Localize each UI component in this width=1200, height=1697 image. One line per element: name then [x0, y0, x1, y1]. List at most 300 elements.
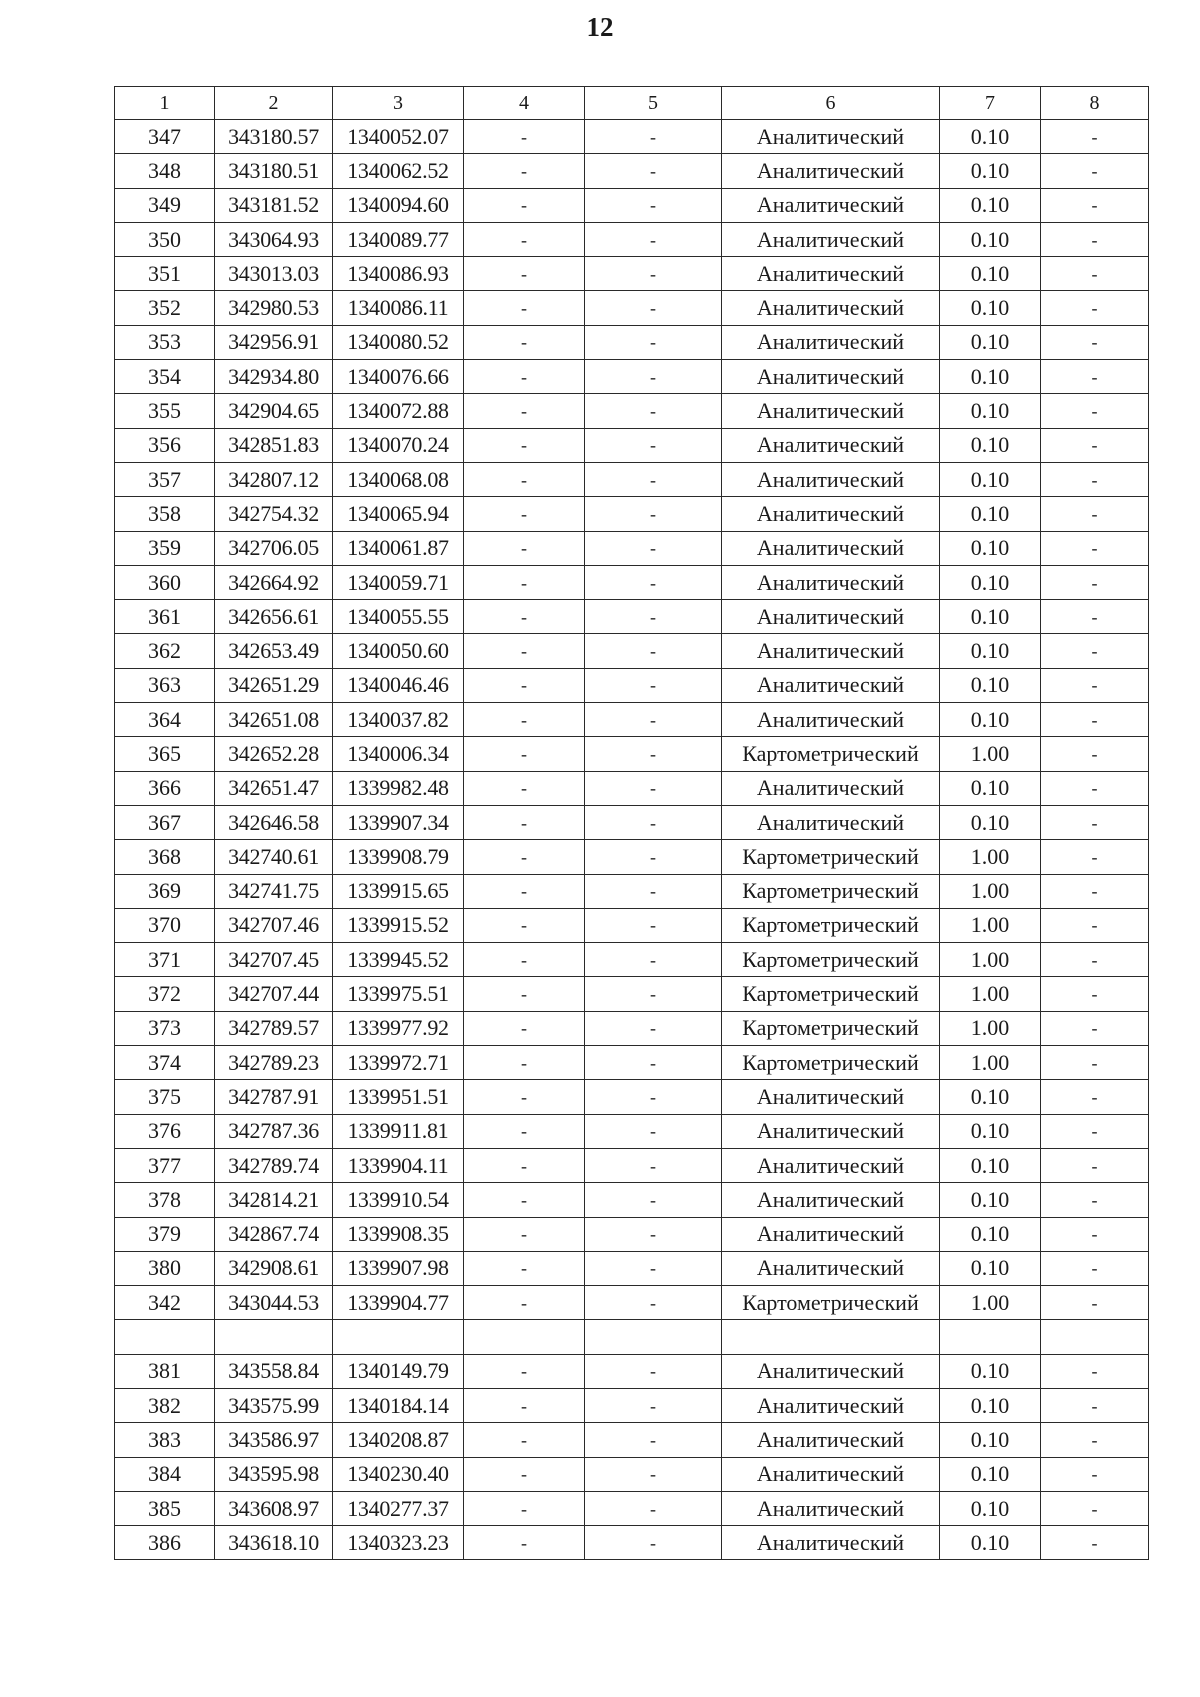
table-row	[115, 1354, 1149, 1388]
col5-cell: -	[585, 257, 722, 291]
y-coordinate-cell: 1339910.54	[333, 1183, 464, 1217]
method-cell: Аналитический	[722, 668, 940, 702]
col4-cell: -	[464, 1354, 585, 1388]
table-row	[115, 1114, 1149, 1148]
table-row	[115, 1491, 1149, 1525]
col5-cell: -	[585, 360, 722, 394]
col5-cell	[585, 1320, 722, 1354]
point-number-cell: 353	[115, 325, 215, 359]
x-coordinate-cell: 343181.52	[215, 188, 333, 222]
x-coordinate-cell: 342807.12	[215, 462, 333, 496]
accuracy-cell: 1.00	[940, 1011, 1041, 1045]
point-number-cell: 342	[115, 1286, 215, 1320]
col4-cell: -	[464, 1457, 585, 1491]
y-coordinate-cell: 1339915.52	[333, 908, 464, 942]
accuracy-cell: 0.10	[940, 497, 1041, 531]
col5-cell: -	[585, 565, 722, 599]
method-cell: Аналитический	[722, 771, 940, 805]
table-row	[115, 1148, 1149, 1182]
x-coordinate-cell	[215, 1320, 333, 1354]
x-coordinate-cell: 342867.74	[215, 1217, 333, 1251]
point-number-cell: 359	[115, 531, 215, 565]
col5-cell: -	[585, 1491, 722, 1525]
accuracy-cell: 0.10	[940, 1354, 1041, 1388]
point-number-cell: 367	[115, 805, 215, 839]
x-coordinate-cell: 342707.45	[215, 943, 333, 977]
table-row	[115, 1526, 1149, 1560]
x-coordinate-cell: 342741.75	[215, 874, 333, 908]
table-row	[115, 737, 1149, 771]
table-header-row	[115, 87, 1149, 120]
method-cell: Аналитический	[722, 120, 940, 154]
point-number-cell: 356	[115, 428, 215, 462]
col8-cell: -	[1041, 1011, 1149, 1045]
table-row	[115, 771, 1149, 805]
accuracy-cell: 0.10	[940, 360, 1041, 394]
col4-cell: -	[464, 1011, 585, 1045]
point-number-cell: 386	[115, 1526, 215, 1560]
col5-cell: -	[585, 703, 722, 737]
method-cell: Картометрический	[722, 1046, 940, 1080]
col5-cell: -	[585, 908, 722, 942]
column-header: 4	[464, 87, 585, 120]
col5-cell: -	[585, 600, 722, 634]
table-row	[115, 428, 1149, 462]
x-coordinate-cell: 342651.29	[215, 668, 333, 702]
col8-cell: -	[1041, 840, 1149, 874]
y-coordinate-cell: 1339904.11	[333, 1148, 464, 1182]
method-cell: Аналитический	[722, 1388, 940, 1422]
accuracy-cell: 0.10	[940, 1388, 1041, 1422]
accuracy-cell: 1.00	[940, 874, 1041, 908]
x-coordinate-cell: 342980.53	[215, 291, 333, 325]
col4-cell: -	[464, 222, 585, 256]
col8-cell: -	[1041, 1183, 1149, 1217]
y-coordinate-cell: 1340061.87	[333, 531, 464, 565]
col8-cell: -	[1041, 188, 1149, 222]
column-header: 2	[215, 87, 333, 120]
method-cell: Картометрический	[722, 943, 940, 977]
accuracy-cell: 1.00	[940, 908, 1041, 942]
table-row	[115, 943, 1149, 977]
point-number-cell: 378	[115, 1183, 215, 1217]
col8-cell: -	[1041, 1457, 1149, 1491]
col8-cell: -	[1041, 360, 1149, 394]
x-coordinate-cell: 342646.58	[215, 805, 333, 839]
table-row	[115, 840, 1149, 874]
col5-cell: -	[585, 531, 722, 565]
table-row	[115, 1423, 1149, 1457]
col4-cell: -	[464, 908, 585, 942]
y-coordinate-cell: 1340065.94	[333, 497, 464, 531]
point-number-cell: 384	[115, 1457, 215, 1491]
y-coordinate-cell: 1340068.08	[333, 462, 464, 496]
col4-cell: -	[464, 291, 585, 325]
col5-cell: -	[585, 1388, 722, 1422]
y-coordinate-cell: 1340086.11	[333, 291, 464, 325]
y-coordinate-cell: 1340094.60	[333, 188, 464, 222]
col4-cell: -	[464, 497, 585, 531]
col5-cell: -	[585, 805, 722, 839]
method-cell: Аналитический	[722, 1148, 940, 1182]
method-cell: Аналитический	[722, 703, 940, 737]
x-coordinate-cell: 342653.49	[215, 634, 333, 668]
method-cell: Картометрический	[722, 1011, 940, 1045]
point-number-cell: 349	[115, 188, 215, 222]
col5-cell: -	[585, 188, 722, 222]
accuracy-cell: 0.10	[940, 1491, 1041, 1525]
point-number-cell: 381	[115, 1354, 215, 1388]
col4-cell: -	[464, 531, 585, 565]
x-coordinate-cell: 342707.46	[215, 908, 333, 942]
column-header: 7	[940, 87, 1041, 120]
col4-cell: -	[464, 1388, 585, 1422]
col4-cell: -	[464, 805, 585, 839]
col8-cell: -	[1041, 325, 1149, 359]
col4-cell: -	[464, 428, 585, 462]
x-coordinate-cell: 342904.65	[215, 394, 333, 428]
col5-cell: -	[585, 874, 722, 908]
col4-cell: -	[464, 188, 585, 222]
col4-cell	[464, 1320, 585, 1354]
method-cell: Аналитический	[722, 325, 940, 359]
accuracy-cell: 0.10	[940, 634, 1041, 668]
col8-cell: -	[1041, 154, 1149, 188]
col4-cell: -	[464, 840, 585, 874]
table-row	[115, 668, 1149, 702]
col4-cell: -	[464, 703, 585, 737]
accuracy-cell: 0.10	[940, 1217, 1041, 1251]
method-cell: Аналитический	[722, 1423, 940, 1457]
accuracy-cell: 0.10	[940, 1080, 1041, 1114]
table-row	[115, 565, 1149, 599]
table-row	[115, 154, 1149, 188]
table-row	[115, 908, 1149, 942]
method-cell: Аналитический	[722, 531, 940, 565]
x-coordinate-cell: 342651.47	[215, 771, 333, 805]
y-coordinate-cell: 1340277.37	[333, 1491, 464, 1525]
x-coordinate-cell: 342652.28	[215, 737, 333, 771]
col8-cell: -	[1041, 531, 1149, 565]
method-cell: Аналитический	[722, 1491, 940, 1525]
col5-cell: -	[585, 977, 722, 1011]
y-coordinate-cell: 1340050.60	[333, 634, 464, 668]
col4-cell: -	[464, 565, 585, 599]
method-cell: Аналитический	[722, 497, 940, 531]
accuracy-cell: 1.00	[940, 1046, 1041, 1080]
x-coordinate-cell: 342706.05	[215, 531, 333, 565]
table-row	[115, 222, 1149, 256]
accuracy-cell: 1.00	[940, 840, 1041, 874]
col4-cell: -	[464, 1080, 585, 1114]
point-number-cell: 377	[115, 1148, 215, 1182]
col8-cell: -	[1041, 291, 1149, 325]
table-row	[115, 120, 1149, 154]
table-row	[115, 1251, 1149, 1285]
method-cell: Аналитический	[722, 360, 940, 394]
y-coordinate-cell: 1339972.71	[333, 1046, 464, 1080]
x-coordinate-cell: 342754.32	[215, 497, 333, 531]
x-coordinate-cell: 343586.97	[215, 1423, 333, 1457]
accuracy-cell: 0.10	[940, 703, 1041, 737]
method-cell	[722, 1320, 940, 1354]
point-number-cell: 361	[115, 600, 215, 634]
y-coordinate-cell: 1339977.92	[333, 1011, 464, 1045]
method-cell: Аналитический	[722, 257, 940, 291]
accuracy-cell: 0.10	[940, 325, 1041, 359]
method-cell: Аналитический	[722, 1217, 940, 1251]
table-body	[115, 120, 1149, 1560]
y-coordinate-cell: 1339907.98	[333, 1251, 464, 1285]
point-number-cell: 385	[115, 1491, 215, 1525]
method-cell: Аналитический	[722, 1526, 940, 1560]
method-cell: Аналитический	[722, 188, 940, 222]
table-row	[115, 634, 1149, 668]
x-coordinate-cell: 343595.98	[215, 1457, 333, 1491]
col5-cell: -	[585, 943, 722, 977]
y-coordinate-cell: 1340046.46	[333, 668, 464, 702]
col5-cell: -	[585, 1251, 722, 1285]
method-cell: Аналитический	[722, 154, 940, 188]
x-coordinate-cell: 343180.51	[215, 154, 333, 188]
col5-cell: -	[585, 497, 722, 531]
x-coordinate-cell: 342956.91	[215, 325, 333, 359]
col4-cell: -	[464, 600, 585, 634]
col4-cell: -	[464, 462, 585, 496]
table-row	[115, 600, 1149, 634]
point-number-cell: 369	[115, 874, 215, 908]
method-cell: Картометрический	[722, 840, 940, 874]
method-cell: Аналитический	[722, 1354, 940, 1388]
method-cell: Картометрический	[722, 737, 940, 771]
method-cell: Аналитический	[722, 428, 940, 462]
col5-cell: -	[585, 771, 722, 805]
y-coordinate-cell: 1340055.55	[333, 600, 464, 634]
method-cell: Аналитический	[722, 1114, 940, 1148]
col8-cell: -	[1041, 497, 1149, 531]
table-row	[115, 462, 1149, 496]
point-number-cell: 374	[115, 1046, 215, 1080]
x-coordinate-cell: 342789.57	[215, 1011, 333, 1045]
point-number-cell: 379	[115, 1217, 215, 1251]
accuracy-cell: 0.10	[940, 668, 1041, 702]
point-number-cell: 347	[115, 120, 215, 154]
col8-cell: -	[1041, 943, 1149, 977]
point-number-cell: 360	[115, 565, 215, 599]
accuracy-cell: 0.10	[940, 394, 1041, 428]
col4-cell: -	[464, 1217, 585, 1251]
accuracy-cell: 0.10	[940, 771, 1041, 805]
col4-cell: -	[464, 257, 585, 291]
method-cell: Картометрический	[722, 908, 940, 942]
y-coordinate-cell: 1340059.71	[333, 565, 464, 599]
method-cell: Аналитический	[722, 600, 940, 634]
col5-cell: -	[585, 1354, 722, 1388]
col8-cell: -	[1041, 737, 1149, 771]
y-coordinate-cell: 1340089.77	[333, 222, 464, 256]
table-row	[115, 703, 1149, 737]
col5-cell: -	[585, 1286, 722, 1320]
accuracy-cell: 0.10	[940, 428, 1041, 462]
x-coordinate-cell: 342789.74	[215, 1148, 333, 1182]
point-number-cell: 380	[115, 1251, 215, 1285]
accuracy-cell: 0.10	[940, 1251, 1041, 1285]
y-coordinate-cell: 1340076.66	[333, 360, 464, 394]
x-coordinate-cell: 343180.57	[215, 120, 333, 154]
col4-cell: -	[464, 634, 585, 668]
x-coordinate-cell: 343558.84	[215, 1354, 333, 1388]
col8-cell: -	[1041, 428, 1149, 462]
point-number-cell: 355	[115, 394, 215, 428]
method-cell: Аналитический	[722, 634, 940, 668]
table-row	[115, 394, 1149, 428]
point-number-cell: 382	[115, 1388, 215, 1422]
table-row	[115, 188, 1149, 222]
table-row	[115, 805, 1149, 839]
x-coordinate-cell: 343608.97	[215, 1491, 333, 1525]
col5-cell: -	[585, 462, 722, 496]
table-row	[115, 325, 1149, 359]
col4-cell: -	[464, 771, 585, 805]
method-cell: Аналитический	[722, 291, 940, 325]
x-coordinate-cell: 342707.44	[215, 977, 333, 1011]
y-coordinate-cell: 1340006.34	[333, 737, 464, 771]
col5-cell: -	[585, 120, 722, 154]
col8-cell: -	[1041, 634, 1149, 668]
col5-cell: -	[585, 394, 722, 428]
col8-cell: -	[1041, 1080, 1149, 1114]
x-coordinate-cell: 342789.23	[215, 1046, 333, 1080]
col8-cell: -	[1041, 1423, 1149, 1457]
method-cell: Картометрический	[722, 1286, 940, 1320]
col8-cell: -	[1041, 771, 1149, 805]
col8-cell: -	[1041, 394, 1149, 428]
col4-cell: -	[464, 737, 585, 771]
accuracy-cell: 0.10	[940, 600, 1041, 634]
col4-cell: -	[464, 1114, 585, 1148]
table-row	[115, 1183, 1149, 1217]
accuracy-cell: 0.10	[940, 1526, 1041, 1560]
accuracy-cell: 0.10	[940, 1457, 1041, 1491]
y-coordinate-cell: 1339945.52	[333, 943, 464, 977]
accuracy-cell: 1.00	[940, 737, 1041, 771]
y-coordinate-cell: 1340062.52	[333, 154, 464, 188]
point-number-cell: 363	[115, 668, 215, 702]
col5-cell: -	[585, 1423, 722, 1457]
col5-cell: -	[585, 1526, 722, 1560]
y-coordinate-cell: 1340052.07	[333, 120, 464, 154]
col5-cell: -	[585, 1148, 722, 1182]
table-row	[115, 497, 1149, 531]
col8-cell	[1041, 1320, 1149, 1354]
y-coordinate-cell: 1339908.35	[333, 1217, 464, 1251]
col4-cell: -	[464, 1526, 585, 1560]
page-number: 12	[586, 12, 614, 42]
y-coordinate-cell: 1339908.79	[333, 840, 464, 874]
point-number-cell: 354	[115, 360, 215, 394]
col5-cell: -	[585, 1183, 722, 1217]
accuracy-cell: 0.10	[940, 1114, 1041, 1148]
x-coordinate-cell: 343575.99	[215, 1388, 333, 1422]
y-coordinate-cell: 1339907.34	[333, 805, 464, 839]
y-coordinate-cell: 1340037.82	[333, 703, 464, 737]
y-coordinate-cell: 1339911.81	[333, 1114, 464, 1148]
col8-cell: -	[1041, 222, 1149, 256]
col4-cell: -	[464, 977, 585, 1011]
table-row	[115, 1457, 1149, 1491]
method-cell: Аналитический	[722, 1183, 940, 1217]
x-coordinate-cell: 342651.08	[215, 703, 333, 737]
col4-cell: -	[464, 154, 585, 188]
col5-cell: -	[585, 1046, 722, 1080]
x-coordinate-cell: 342787.91	[215, 1080, 333, 1114]
point-number-cell: 357	[115, 462, 215, 496]
accuracy-cell: 1.00	[940, 1286, 1041, 1320]
x-coordinate-cell: 343044.53	[215, 1286, 333, 1320]
y-coordinate-cell: 1340086.93	[333, 257, 464, 291]
accuracy-cell: 0.10	[940, 154, 1041, 188]
x-coordinate-cell: 342908.61	[215, 1251, 333, 1285]
x-coordinate-cell: 343064.93	[215, 222, 333, 256]
table-row	[115, 1080, 1149, 1114]
y-coordinate-cell: 1340230.40	[333, 1457, 464, 1491]
col8-cell: -	[1041, 805, 1149, 839]
col8-cell: -	[1041, 120, 1149, 154]
y-coordinate-cell: 1339904.77	[333, 1286, 464, 1320]
col8-cell: -	[1041, 1286, 1149, 1320]
col5-cell: -	[585, 1217, 722, 1251]
col5-cell: -	[585, 1011, 722, 1045]
y-coordinate-cell: 1340072.88	[333, 394, 464, 428]
col4-cell: -	[464, 943, 585, 977]
col4-cell: -	[464, 1046, 585, 1080]
table-row	[115, 360, 1149, 394]
x-coordinate-cell: 342664.92	[215, 565, 333, 599]
col8-cell: -	[1041, 462, 1149, 496]
x-coordinate-cell: 342740.61	[215, 840, 333, 874]
y-coordinate-cell: 1340208.87	[333, 1423, 464, 1457]
col4-cell: -	[464, 1491, 585, 1525]
x-coordinate-cell: 343618.10	[215, 1526, 333, 1560]
point-number-cell: 372	[115, 977, 215, 1011]
y-coordinate-cell: 1340070.24	[333, 428, 464, 462]
table-row	[115, 1046, 1149, 1080]
table-row	[115, 977, 1149, 1011]
method-cell: Аналитический	[722, 1080, 940, 1114]
col4-cell: -	[464, 120, 585, 154]
y-coordinate-cell: 1339975.51	[333, 977, 464, 1011]
col8-cell: -	[1041, 668, 1149, 702]
table-row	[115, 1011, 1149, 1045]
col5-cell: -	[585, 325, 722, 359]
accuracy-cell: 0.10	[940, 1148, 1041, 1182]
point-number-cell	[115, 1320, 215, 1354]
method-cell: Аналитический	[722, 805, 940, 839]
point-number-cell: 371	[115, 943, 215, 977]
col4-cell: -	[464, 1148, 585, 1182]
y-coordinate-cell	[333, 1320, 464, 1354]
accuracy-cell: 0.10	[940, 1423, 1041, 1457]
point-number-cell: 348	[115, 154, 215, 188]
x-coordinate-cell: 342851.83	[215, 428, 333, 462]
col8-cell: -	[1041, 600, 1149, 634]
point-number-cell: 368	[115, 840, 215, 874]
col5-cell: -	[585, 222, 722, 256]
col4-cell: -	[464, 668, 585, 702]
y-coordinate-cell: 1340184.14	[333, 1388, 464, 1422]
point-number-cell: 373	[115, 1011, 215, 1045]
point-number-cell: 366	[115, 771, 215, 805]
